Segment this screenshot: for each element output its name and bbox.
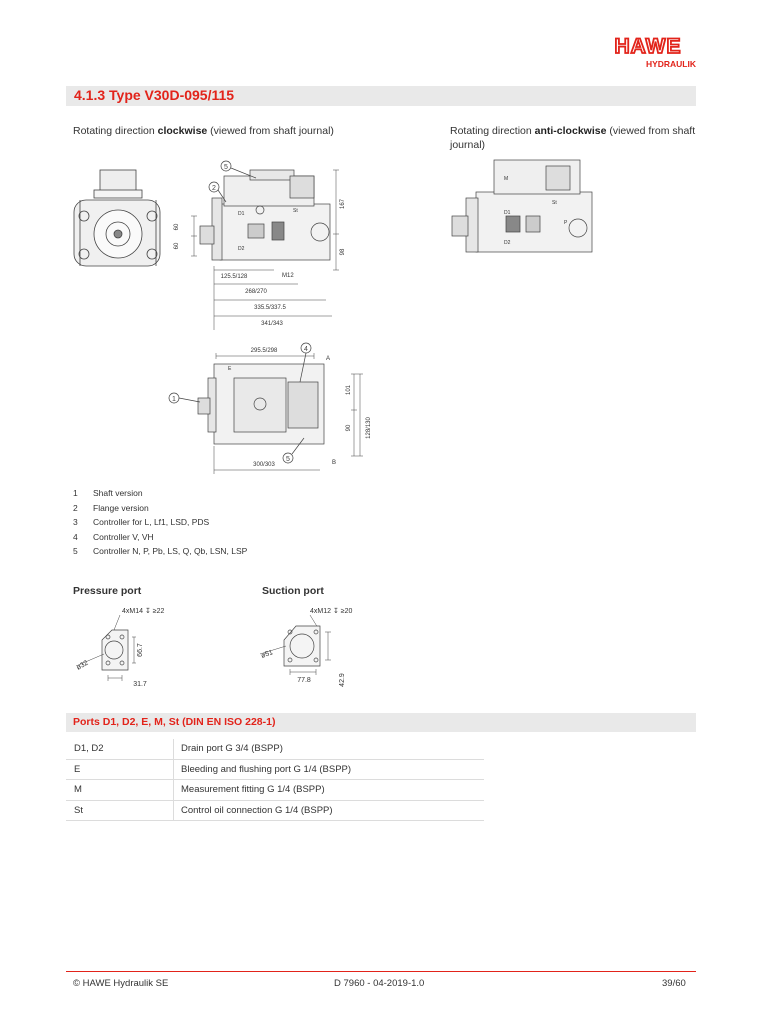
legend-num: 4 [73,531,78,542]
label-b: B [332,460,337,466]
hawe-logo [598,34,698,74]
pump-top-view-drawing [164,338,374,474]
dim-295: 295.5/298 [250,348,278,354]
dim-125: 125.5/128 [220,274,248,280]
suction-port-dia: ø51 [260,649,275,660]
section-header [66,86,696,106]
legend-list [73,488,247,561]
pressure-port-dia: ø32 [75,659,90,672]
legend-text: Flange version [93,502,149,513]
suction-port-drawing [256,600,376,692]
label-a: A [326,356,331,362]
table-row [66,739,484,760]
dim-101: 101 [346,384,352,396]
dim-128: 128/130 [366,417,372,439]
legend-num: 5 [73,546,78,557]
footer-page-number: 39/60 [662,978,686,989]
suction-port-title: Suction port [262,585,324,597]
label-e: E [228,366,232,372]
callout-2: 2 [212,185,216,192]
pump-side-view-drawing [174,156,356,334]
legend-text: Controller N, P, Pb, LS, Q, Qb, LSN, LSP [93,546,248,557]
caption-clockwise [73,124,334,138]
port-desc-cell: Drain port G 3/4 (BSPP) [181,743,283,755]
dim-60-lower: 60 [174,242,180,250]
pump-front-view-drawing [66,166,166,276]
port-desc-cell: Control oil connection G 1/4 (BSPP) [181,804,333,816]
table-row [66,780,484,801]
label-m12: M12 [282,273,294,279]
label-d1-right: D1 [504,210,511,216]
dim-98: 98 [340,248,346,256]
ports-title: Ports D1, D2, E, M, St (DIN EN ISO 228-1) [73,716,276,728]
callout-1: 1 [172,396,176,403]
dim-268: 268/270 [245,289,267,295]
legend-item [73,503,247,518]
caption-clockwise-suffix: (viewed from shaft journal) [207,125,334,137]
label-m-right: M [504,176,509,182]
dim-341: 341/343 [261,321,283,327]
legend-text: Shaft version [93,488,143,498]
port-desc-cell: Bleeding and flushing port G 1/4 (BSPP) [181,763,352,775]
suction-port-thread: 4xM12 ↧ ≥20 [310,608,353,615]
logo-subtitle: HYDRAULIK [645,59,696,69]
legend-item [73,517,247,532]
ports-table [66,739,484,821]
legend-num: 1 [73,488,78,498]
legend-item [73,488,247,503]
port-cell: D1, D2 [66,739,174,759]
caption-clockwise-emphasis: clockwise [157,125,208,137]
label-st-right: St [552,200,557,206]
legend-num: 2 [73,502,78,513]
legend-text: Controller V, VH [93,531,154,542]
callout-5: 5 [224,164,228,171]
table-row [66,760,484,781]
label-d2-right: D2 [504,240,511,246]
pressure-port-title: Pressure port [73,585,142,597]
pressure-port-dim-h: 31.7 [133,681,147,688]
legend-item [73,546,247,561]
port-desc-cell: Measurement fitting G 1/4 (BSPP) [181,784,325,796]
pressure-port-drawing [66,600,186,692]
caption-anticlockwise-prefix: Rotating direction [450,125,535,137]
caption-anticlockwise-suffix-2: journal) [450,139,486,151]
label-st: St [293,208,298,214]
port-cell: St [66,801,174,821]
dim-167: 167 [340,198,346,210]
footer-divider [66,971,696,972]
port-cell: M [66,780,174,800]
logo-wordmark: HAWE [614,35,682,58]
suction-port-dim-h: 77.8 [297,677,311,684]
caption-anticlockwise-emphasis: anti-clockwise [534,125,607,137]
caption-anticlockwise [450,124,710,152]
suction-port-dim-v: 42.9 [339,673,346,687]
dim-335: 335.5/337.5 [254,305,286,311]
ports-header [66,713,696,732]
dim-300: 300/303 [253,462,275,468]
callout-5b: 5 [286,456,290,463]
footer-doc-id: D 7960 - 04-2019-1.0 [334,978,425,989]
callout-4: 4 [304,346,308,353]
dim-90: 90 [346,424,352,432]
legend-item [73,532,247,547]
section-title: 4.1.3 Type V30D-095/115 [74,87,235,103]
dim-60-upper: 60 [174,223,180,231]
pressure-port-dim-v: 66.7 [137,643,144,657]
table-row [66,801,484,822]
caption-clockwise-prefix: Rotating direction [73,125,158,137]
label-d2: D2 [238,246,245,252]
label-d1: D1 [238,211,245,217]
pressure-port-thread: 4xM14 ↧ ≥22 [122,608,165,615]
label-p-right: P [564,220,568,226]
caption-anticlockwise-suffix: (viewed from shaft [606,125,696,137]
port-cell: E [66,760,174,780]
legend-text: Controller for L, Lf1, LSD, PDS [93,517,210,528]
footer-copyright: © HAWE Hydraulik SE [73,978,169,989]
legend-num: 3 [73,517,78,528]
pump-anticlockwise-view-drawing [446,152,606,264]
